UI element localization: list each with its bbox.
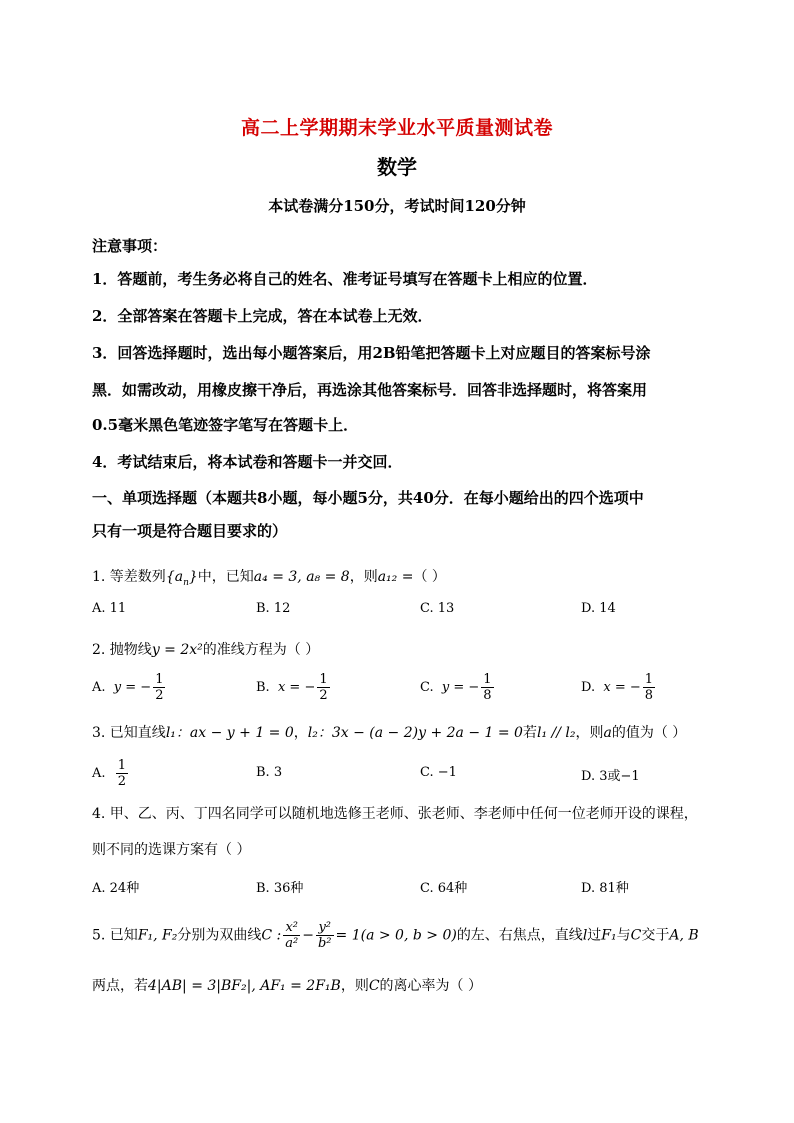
- q3-option-d: D. 3或−1: [581, 769, 640, 784]
- note-item-4: 4．考试结束后，将本试卷和答题卡一并交回．: [92, 453, 403, 471]
- note-item-2: 2．全部答案在答题卡上完成，答在本试卷上无效．: [92, 307, 433, 325]
- q1-ask: ，则: [349, 569, 378, 585]
- q2-prefix: 2. 抛物线: [92, 642, 152, 658]
- q2-equation: y = 2x²: [151, 642, 203, 658]
- q1-sequence: $\{a_n\}$: [165, 569, 198, 588]
- q1-paren: （ ）: [413, 569, 446, 585]
- subject-heading: 数学: [377, 155, 417, 179]
- q3-option-b: B. 3: [256, 765, 283, 780]
- q2-option-c: C. y = − $\frac{1}{8}$: [420, 672, 492, 703]
- q3-ask: ，则: [575, 725, 604, 741]
- q2-option-b: B. x = − $\frac{1}{2}$: [256, 672, 328, 703]
- q4-option-b: B. 36种: [256, 881, 304, 896]
- q1-option-d: D. 14: [581, 601, 616, 616]
- question-4-line-1: 4. 甲、乙、丙、丁四名同学可以随机地选修王老师、张老师、李老师中任何一位老师开设的课程，: [92, 806, 698, 822]
- q3-parallel: l₁ // l₂: [536, 725, 576, 741]
- q3-option-a: A. $\frac{1}{2}$: [92, 758, 127, 789]
- question-4-line-2: 则不同的选课方案有（ ）: [92, 842, 251, 858]
- exam-title: 高二上学期期末学业水平质量测试卷: [240, 117, 553, 139]
- q3-condition: 若: [522, 725, 537, 741]
- q3-suffix: 的值为（ ）: [611, 725, 687, 741]
- q2-option-d: D. x = − $\frac{1}{8}$: [581, 672, 654, 703]
- exam-info: 本试卷满分150分，考试时间120分钟: [268, 197, 526, 215]
- q4-option-c: C. 64种: [420, 881, 468, 896]
- q1-option-c: C. 13: [420, 601, 455, 616]
- q4-option-d: D. 81种: [581, 881, 629, 896]
- note-item-3-line-3: 0.5毫米黑色笔迹签字笔写在答题卡上．: [92, 416, 359, 434]
- note-item-3-line-2: 黑．如需改动，用橡皮擦干净后，再选涂其他答案标号．回答非选择题时，将答案用: [92, 381, 648, 399]
- q3-line-1: l₁：ax − y + 1 = 0: [165, 725, 294, 741]
- q1-target: a₁₂ =: [377, 569, 414, 585]
- q1-condition: a₄ = 3, a₈ = 8: [253, 569, 350, 585]
- q2-suffix: 的准线方程为（ ）: [202, 642, 320, 658]
- q1-mid: 中，已知: [197, 569, 254, 585]
- q2-option-a: A. y = − $\frac{1}{2}$: [92, 672, 164, 703]
- q3-prefix: 3. 已知直线: [92, 725, 166, 741]
- note-item-1: 1．答题前，考生务必将自己的姓名、准考证号填写在答题卡上相应的位置．: [92, 270, 598, 288]
- section-1-heading-line-2: 只有一项是符合题目要求的）: [92, 522, 288, 540]
- q1-option-a: A. 11: [92, 601, 127, 616]
- q1-option-b: B. 12: [256, 601, 291, 616]
- q1-prefix: 1. 等差数列: [92, 569, 166, 585]
- q3-separator: ，: [293, 725, 308, 741]
- question-5-line-2: 两点，若4|AB| = 3|BF₂|, AF₁ = 2F₁B，则C的离心率为（ ）: [92, 978, 482, 994]
- q3-option-c: C. −1: [420, 765, 457, 780]
- q4-option-a: A. 24种: [92, 881, 140, 896]
- question-5-line-1: 5. 已知F₁, F₂分别为双曲线C : $\frac{\text{x²}}{\text{a²}}$ − $\frac{\text{y²}}{\text{b²}}$ = 1(a > 0, b > 0)的左、右焦点，直线l过F₁与C交于A, B: [92, 920, 699, 951]
- question-1: [92, 566, 446, 588]
- notes-heading: 注意事项：: [92, 237, 168, 255]
- question-2: [92, 639, 319, 659]
- section-1-heading-line-1: 一、单项选择题（本题共8小题，每小题5分，共40分．在每小题给出的四个选项中: [92, 489, 644, 507]
- question-3: [92, 722, 686, 742]
- q3-variable: a: [603, 725, 612, 741]
- q3-line-2: l₂：3x − (a − 2)y + 2a − 1 = 0: [307, 725, 523, 741]
- note-item-3-line-1: 3．回答选择题时，选出每小题答案后，用2B铅笔把答题卡上对应题目的答案标号涂: [92, 344, 651, 362]
